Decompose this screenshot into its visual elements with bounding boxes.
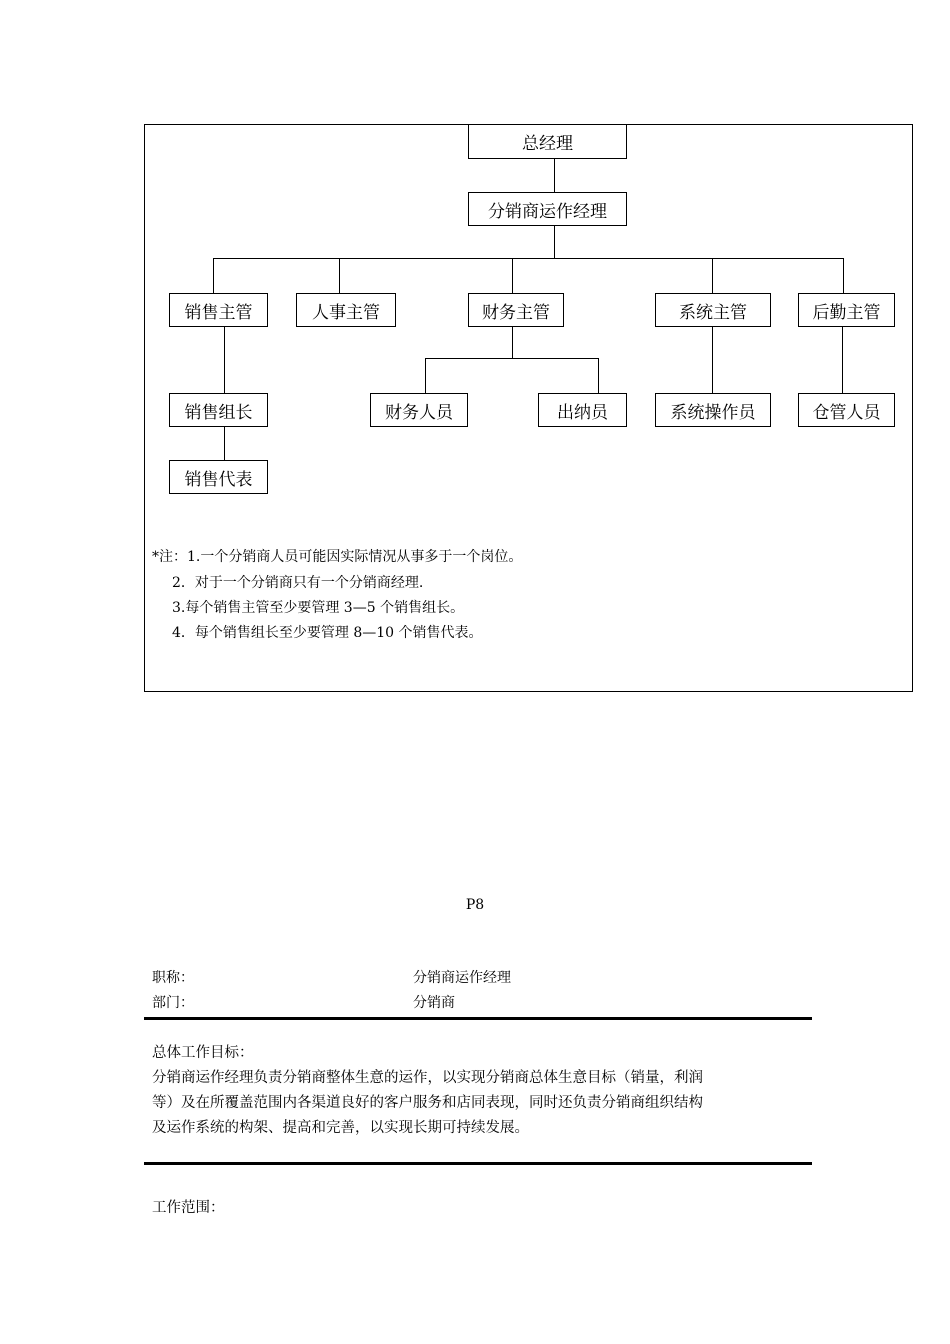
note-line-3: 3.每个销售主管至少要管理 3—5 个销售组长。 — [172, 600, 465, 616]
job-title-value: 分销商运作经理 — [413, 970, 511, 986]
objective-text-line: 等）及在所覆盖范围内各渠道良好的客户服务和店同表现，同时还负责分销商组织结构 — [152, 1095, 703, 1111]
divider — [144, 1017, 812, 1020]
connector — [842, 326, 843, 394]
connector — [339, 258, 340, 294]
org-box-finance-supervisor: 财务主管 — [468, 293, 564, 327]
org-box-finance-staff: 财务人员 — [370, 393, 468, 427]
connector — [224, 427, 225, 461]
department-value: 分销商 — [413, 995, 455, 1011]
connector — [843, 258, 844, 294]
connector — [712, 258, 713, 294]
connector — [554, 158, 555, 192]
connector — [554, 225, 555, 258]
org-box-operations-manager: 分销商运作经理 — [468, 192, 627, 226]
connector — [213, 258, 214, 294]
note-line-4: 4．每个销售组长至少要管理 8—10 个销售代表。 — [172, 625, 483, 641]
objective-text-line: 分销商运作经理负责分销商整体生意的运作，以实现分销商总体生意目标（销量，利润 — [152, 1070, 703, 1086]
connector — [512, 258, 513, 294]
org-box-general-manager: 总经理 — [468, 124, 627, 159]
department-label: 部门： — [152, 995, 194, 1011]
objective-heading: 总体工作目标： — [152, 1045, 254, 1061]
connector — [512, 326, 513, 358]
note-line-1: *注：1.一个分销商人员可能因实际情况从事多于一个岗位。 — [152, 549, 523, 565]
objective-text-line: 及运作系统的构架、提高和完善，以实现长期可持续发展。 — [152, 1120, 529, 1136]
connector — [224, 326, 225, 394]
connector — [425, 358, 426, 394]
connector — [712, 326, 713, 394]
org-box-sales-supervisor: 销售主管 — [169, 293, 268, 327]
org-box-hr-supervisor: 人事主管 — [296, 293, 396, 327]
org-box-sales-team-leader: 销售组长 — [169, 393, 268, 427]
note-line-2: 2．对于一个分销商只有一个分销商经理. — [172, 575, 424, 591]
objective-section — [152, 1041, 807, 1141]
connector — [213, 258, 844, 259]
divider — [144, 1162, 812, 1165]
job-title-label: 职称： — [152, 970, 194, 986]
org-box-system-supervisor: 系统主管 — [655, 293, 771, 327]
scope-heading: 工作范围： — [152, 1200, 225, 1216]
org-box-logistics-supervisor: 后勤主管 — [798, 293, 895, 327]
org-box-system-operator: 系统操作员 — [655, 393, 771, 427]
page-number: P8 — [465, 897, 485, 913]
connector — [598, 358, 599, 394]
connector — [425, 358, 599, 359]
org-box-sales-rep: 销售代表 — [169, 460, 268, 494]
org-box-cashier: 出纳员 — [538, 393, 627, 427]
org-box-warehouse-staff: 仓管人员 — [798, 393, 895, 427]
